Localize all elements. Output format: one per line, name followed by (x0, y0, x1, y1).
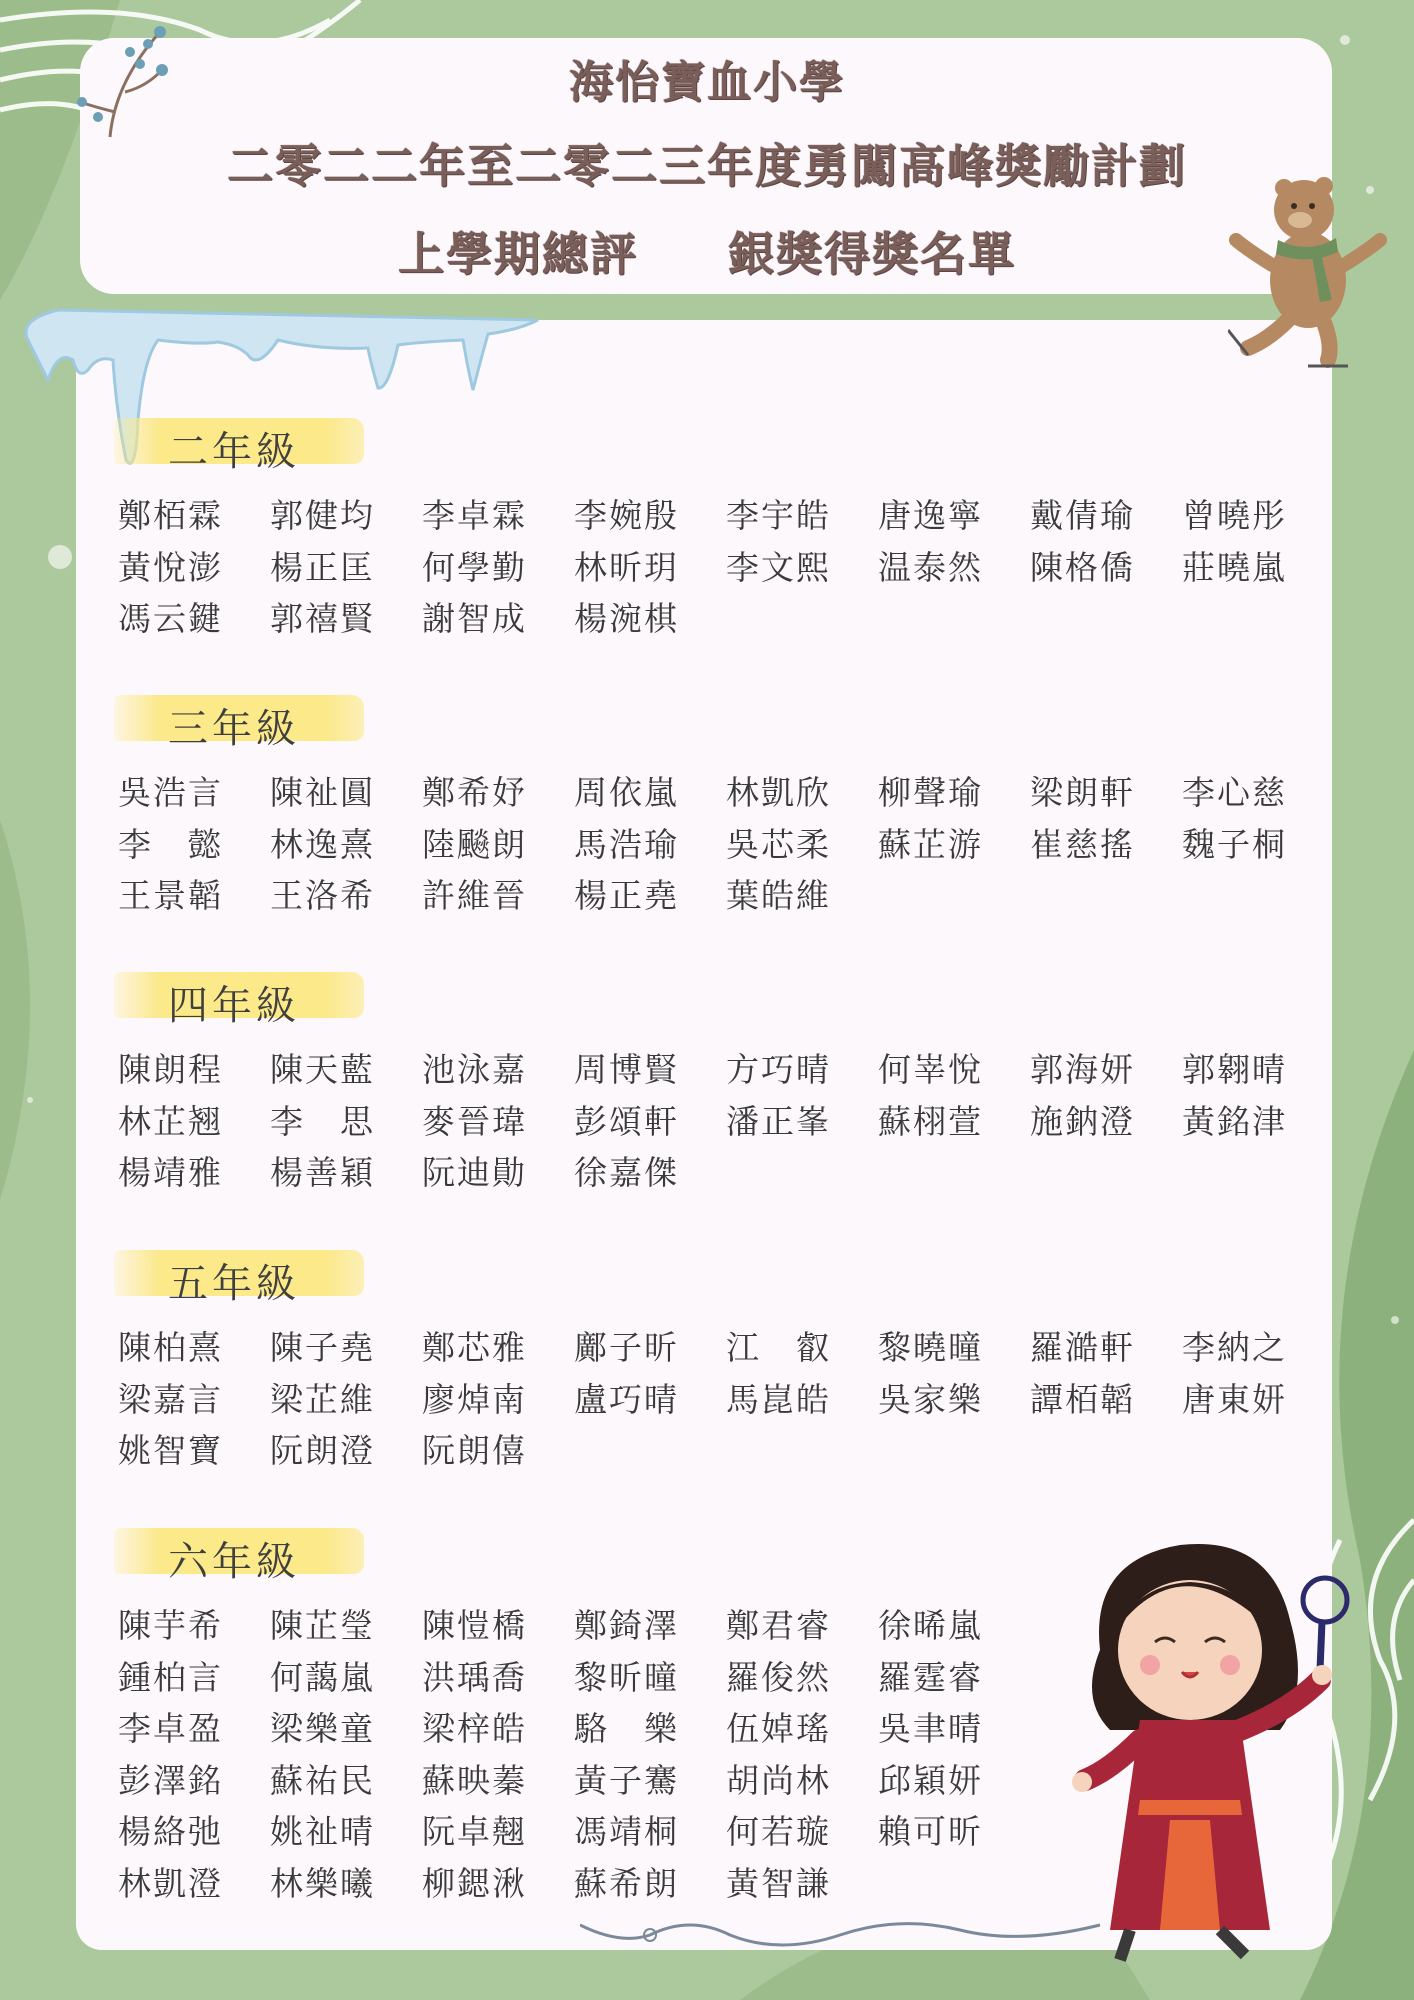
student-name: 林樂曦 (270, 1863, 375, 1903)
grade-heading (114, 972, 364, 1029)
student-name: 江 叡 (726, 1328, 831, 1367)
student-name: 黎曉曈 (878, 1328, 983, 1367)
student-name: 蘇映蓁 (422, 1760, 527, 1800)
student-name: 彭頌軒 (574, 1101, 679, 1141)
student-name: 郭禧賢 (270, 599, 375, 638)
student-name: 鄭栢霖 (118, 496, 223, 535)
student-name: 謝智成 (422, 599, 527, 638)
student-name: 馮云鍵 (118, 599, 223, 638)
student-name: 李 懿 (118, 824, 223, 864)
student-name: 黎昕曈 (574, 1657, 679, 1697)
student-name: 李文熙 (726, 547, 831, 587)
student-name: 唐東妍 (1182, 1379, 1287, 1419)
student-name: 林凱澄 (118, 1863, 223, 1903)
student-name: 廖焯南 (422, 1379, 527, 1419)
student-name: 陳柏熹 (118, 1328, 223, 1367)
student-name: 池泳嘉 (422, 1050, 527, 1089)
student-name: 陳愷橋 (422, 1606, 527, 1645)
student-name: 羅澔軒 (1030, 1328, 1135, 1367)
student-name: 李 思 (270, 1101, 375, 1141)
student-name: 楊靖雅 (118, 1153, 223, 1192)
student-name: 李宇皓 (726, 496, 831, 535)
award-title (0, 218, 1414, 284)
student-name: 梁朗軒 (1030, 773, 1135, 812)
student-name: 曾曉彤 (1182, 496, 1287, 535)
student-name: 鄭希妤 (422, 773, 527, 812)
school-title: 海怡寶血小學 (569, 57, 845, 108)
student-name: 郭翱晴 (1182, 1050, 1287, 1089)
branch-decoration (70, 22, 180, 142)
student-name: 陳子堯 (270, 1328, 375, 1367)
student-name: 洪瑀喬 (422, 1657, 527, 1697)
grade-heading (114, 1250, 364, 1307)
student-name: 何峷悅 (878, 1050, 983, 1089)
student-name: 施鈉澄 (1030, 1101, 1135, 1141)
student-name: 吳家樂 (878, 1379, 983, 1419)
student-name: 蘇祐民 (270, 1760, 375, 1800)
vine-decoration (580, 1905, 1120, 1965)
student-name: 徐嘉傑 (574, 1153, 679, 1192)
student-name: 許維晉 (422, 876, 527, 915)
student-name: 吳芯柔 (726, 824, 831, 864)
grade-heading-label: 二年級 (168, 429, 300, 475)
grade-heading (114, 695, 364, 752)
student-name: 陳朗程 (118, 1050, 223, 1089)
student-name: 林昕玥 (574, 547, 679, 587)
student-name: 潘正峯 (726, 1101, 831, 1141)
student-name: 黃子騫 (574, 1760, 679, 1800)
student-name: 李心慈 (1182, 773, 1287, 812)
student-name: 阮卓翹 (422, 1812, 527, 1851)
student-name: 阮朗僖 (422, 1431, 527, 1470)
student-name: 王洛希 (270, 876, 375, 915)
student-name: 陳芷瑩 (270, 1606, 375, 1645)
student-name: 黃悅澎 (118, 547, 223, 587)
student-name: 柳聲瑜 (878, 773, 983, 812)
student-name: 梁梓皓 (422, 1709, 527, 1748)
grade-heading (114, 418, 364, 475)
student-name: 何若璇 (726, 1812, 831, 1851)
student-name: 姚智寶 (118, 1431, 223, 1470)
student-name: 伍婥瑤 (726, 1709, 831, 1748)
student-name: 馮靖桐 (574, 1812, 679, 1851)
programme-title: 二零二二年至二零二三年度勇闖高峰獎勵計劃 (227, 139, 1187, 193)
student-name: 彭澤銘 (118, 1760, 223, 1800)
student-name: 黃智謙 (726, 1863, 831, 1903)
student-name: 鄭君睿 (726, 1606, 831, 1645)
student-name: 阮朗澄 (270, 1431, 375, 1470)
student-name: 馬浩瑜 (574, 824, 679, 864)
student-name: 姚祉晴 (270, 1812, 375, 1851)
student-name: 鍾柏言 (118, 1657, 223, 1697)
student-name: 黃銘津 (1182, 1101, 1287, 1141)
term-label: 上學期總評 (398, 227, 638, 281)
student-name: 駱 樂 (574, 1709, 679, 1748)
student-name: 李卓霖 (422, 496, 527, 535)
student-name: 陸飈朗 (422, 824, 527, 864)
student-name: 鄭芯雅 (422, 1328, 527, 1367)
student-name: 蘇芷游 (878, 824, 983, 864)
student-name: 陳芋希 (118, 1606, 223, 1645)
student-name: 馬崑皓 (726, 1379, 831, 1419)
grade-heading-label: 六年級 (168, 1539, 300, 1585)
girl-with-magnifier-illustration (1070, 1530, 1370, 1970)
student-name: 吳聿晴 (878, 1709, 983, 1748)
student-name: 蘇栩萱 (878, 1101, 983, 1141)
student-name: 盧巧晴 (574, 1379, 679, 1419)
student-name: 蘇希朗 (574, 1863, 679, 1903)
student-name: 郭海妍 (1030, 1050, 1135, 1089)
student-name: 周博賢 (574, 1050, 679, 1089)
grade-heading-label: 四年級 (168, 983, 300, 1029)
student-name: 郭健均 (270, 496, 375, 535)
skating-bear-illustration (1228, 170, 1388, 370)
student-name: 羅霆睿 (878, 1657, 983, 1697)
student-name: 崔慈搖 (1030, 824, 1135, 864)
student-name: 楊正匡 (270, 547, 375, 587)
student-name: 林凱欣 (726, 773, 831, 812)
student-name: 吳浩言 (118, 773, 223, 812)
student-name: 何學勤 (422, 547, 527, 587)
student-name: 李卓盈 (118, 1709, 223, 1748)
student-name: 柳鍶湫 (422, 1863, 527, 1903)
student-name: 何藹嵐 (270, 1657, 375, 1697)
student-name: 陳天藍 (270, 1050, 375, 1089)
student-name: 唐逸寧 (878, 496, 983, 535)
award-label: 銀獎得獎名單 (728, 227, 1016, 281)
student-name: 胡尚林 (726, 1760, 831, 1800)
student-name: 楊正堯 (574, 876, 679, 915)
student-name: 林逸熹 (270, 824, 375, 864)
student-name: 鄭錡澤 (574, 1606, 679, 1645)
student-name: 楊涴棋 (574, 599, 679, 638)
student-name: 梁樂童 (270, 1709, 375, 1748)
student-name: 羅俊然 (726, 1657, 831, 1697)
student-name: 魏子桐 (1182, 824, 1287, 864)
student-name: 邱穎妍 (878, 1760, 983, 1800)
student-name: 鄺子昕 (574, 1328, 679, 1367)
student-name: 方巧晴 (726, 1050, 831, 1089)
grade-heading (114, 1528, 364, 1585)
student-name: 譚栢韜 (1030, 1379, 1135, 1419)
grade-heading-label: 五年級 (168, 1261, 300, 1307)
student-name: 李婉殷 (574, 496, 679, 535)
student-name: 梁芷維 (270, 1379, 375, 1419)
student-name: 温泰然 (878, 547, 983, 587)
student-name: 梁嘉言 (118, 1379, 223, 1419)
student-name: 阮迪勛 (422, 1153, 527, 1192)
student-name: 周依嵐 (574, 773, 679, 812)
student-name: 賴可昕 (878, 1812, 983, 1851)
grade-heading-label: 三年級 (168, 706, 300, 752)
student-name: 葉皓維 (726, 876, 831, 915)
student-name: 陳格僑 (1030, 547, 1135, 587)
student-name: 徐晞嵐 (878, 1606, 983, 1645)
student-name: 戴倩瑜 (1030, 496, 1135, 535)
student-name: 楊絡弛 (118, 1812, 223, 1851)
student-name: 王景韜 (118, 876, 223, 915)
student-name: 楊善穎 (270, 1153, 375, 1192)
student-name: 陳祉圓 (270, 773, 375, 812)
student-name: 李納之 (1182, 1328, 1287, 1367)
student-name: 莊曉嵐 (1182, 547, 1287, 587)
student-name: 麥晉瑋 (422, 1101, 527, 1141)
student-name: 林芷翘 (118, 1101, 223, 1141)
